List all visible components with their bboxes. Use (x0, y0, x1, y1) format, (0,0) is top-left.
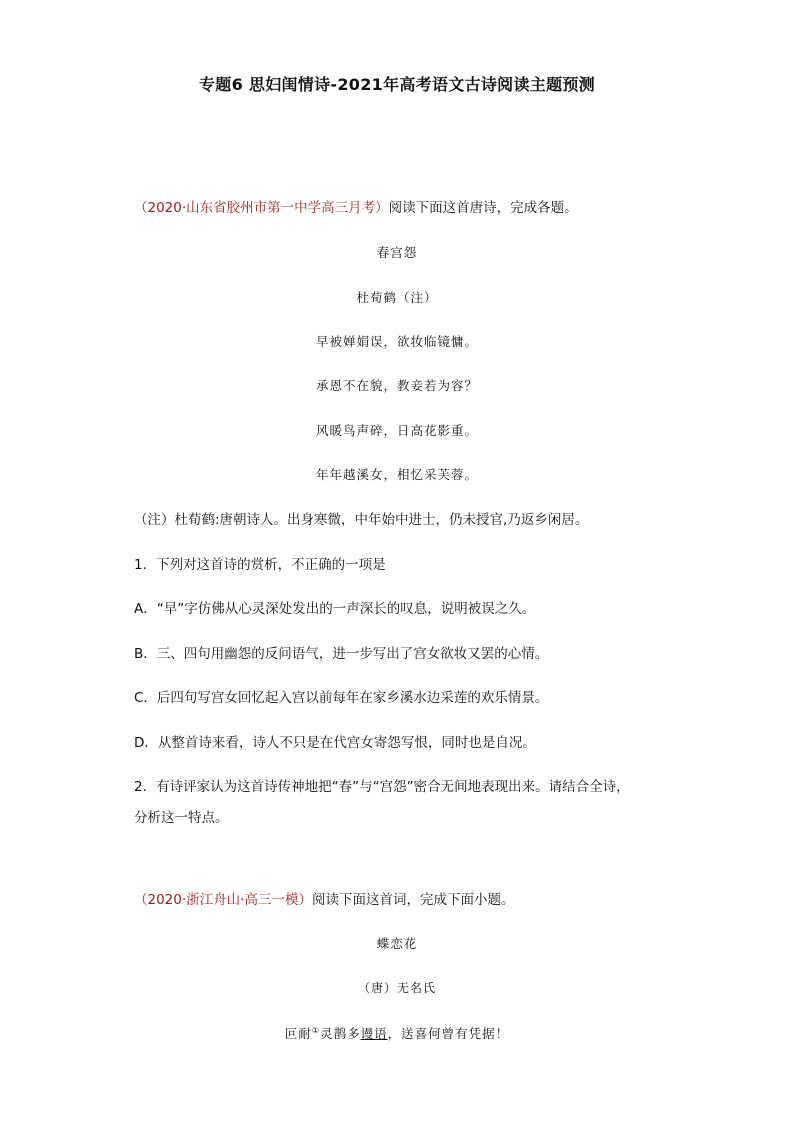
q1-poem-line-3: 风暖鸟声碎，日高花影重。 (315, 423, 478, 438)
q1-poem-line-1: 早被婵娟误，欲妆临镜慵。 (315, 334, 478, 349)
q1-question-2-line-1: 2．有诗评家认为这首诗传神地把“春”与“宫怨”密合无间地表现出来。请结合全诗， (134, 779, 630, 795)
q1-intro (134, 196, 578, 216)
q2-line1-underlined: 谩语 (360, 1026, 388, 1041)
q1-option-d: D．从整首诗来看，诗人不只是在代宫女寄怨写恨，同时也是自况。 (134, 735, 536, 751)
q1-poem-author: 杜荀鹤（注） (356, 290, 438, 305)
q2-line1-post: ，送喜何曾有凭据！ (387, 1026, 510, 1041)
q1-question-2-line-2: 分析这一特点。 (134, 810, 229, 826)
q1-source: （2020·山东省胶州市第一中学高三月考） (134, 200, 389, 216)
q1-poem-line-4: 年年越溪女，相忆采芙蓉。 (315, 467, 478, 482)
q1-poem-line-2: 承恩不在貌，教妾若为容？ (315, 378, 478, 393)
q1-option-a: A．“早”字仿佛从心灵深处发出的一声深长的叹息，说明被误之久。 (134, 601, 536, 617)
q1-note: （注）杜荀鹤:唐朝诗人。出身寒微，中年始中进士，仍未授官,乃返乡闲居。 (134, 512, 589, 528)
q2-poem-title: 蝶恋花 (376, 936, 418, 951)
q1-option-b: B．三、四句用幽怨的反问语气，进一步写出了宫女欲妆又罢的心情。 (134, 646, 549, 662)
q2-instruction: 阅读下面这首词，完成下面小题。 (311, 892, 515, 908)
q2-line1-mid: 灵鹊多 (320, 1026, 361, 1041)
q2-poem-line-1 (0, 1024, 794, 1042)
q2-source: （2020·浙江舟山·高三一模） (134, 892, 312, 908)
q2-intro (134, 888, 514, 908)
q1-instruction: 阅读下面这首唐诗，完成各题。 (388, 200, 578, 216)
page-title: 专题6 思妇闺情诗-2021年高考语文古诗阅读主题预测 (199, 75, 595, 94)
q1-question-1: 1．下列对这首诗的赏析，不正确的一项是 (134, 557, 386, 573)
q2-line1-pre: 叵耐 (284, 1026, 312, 1041)
footnote-marker: ① (311, 1025, 321, 1035)
q2-poem-author: （唐）无名氏 (357, 981, 436, 995)
q1-poem-title: 春宫怨 (376, 245, 418, 260)
q1-option-c: C．后四句写宫女回忆起入宫以前每年在家乡溪水边采莲的欢乐情景。 (134, 690, 549, 706)
